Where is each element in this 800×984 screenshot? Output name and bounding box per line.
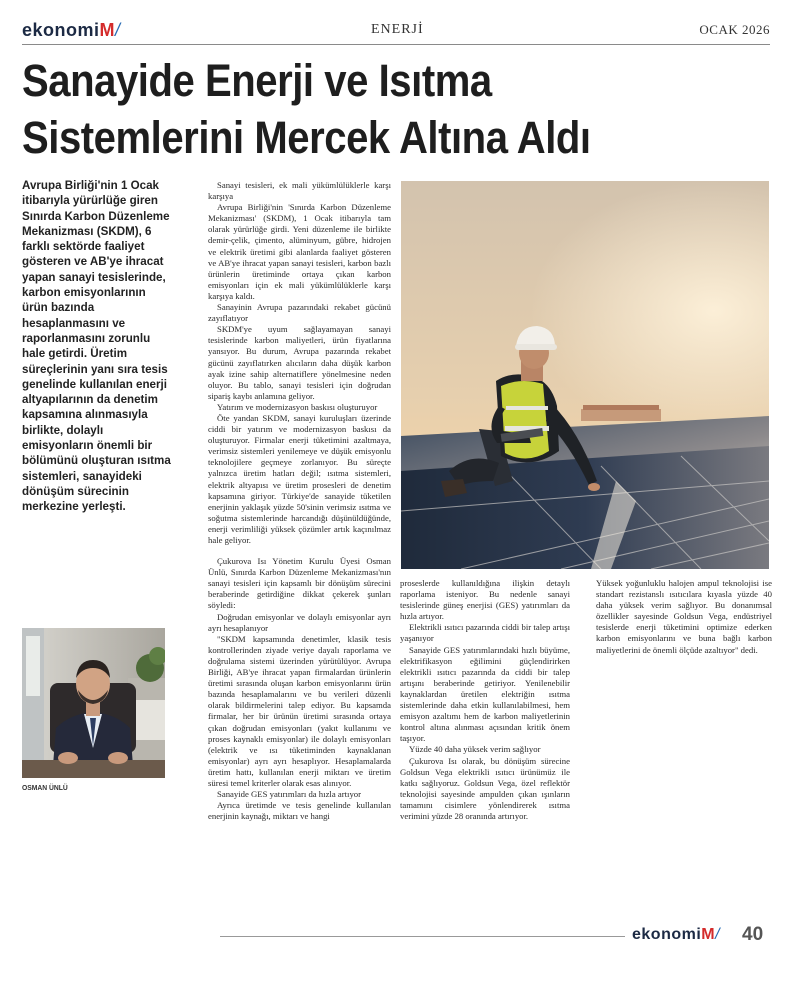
article-column-4	[596, 578, 772, 656]
body-paragraph: Çukurova Isı olarak, bu dönüşüm sürecine Goldsun Vega elektrikli ısıtıcı ürünümüz ile katkı sağlıyoruz. Goldsun Vega, özel reflektör teknolojisi sayesinde ampulden çıkan ışınların tamamını cisimlere yönlendirerek ısıtma verimini yüzde 28 oranında artırıyor.	[400, 755, 570, 821]
header-divider	[22, 44, 770, 45]
footer-logo	[632, 926, 720, 944]
logo-part: ekonomi	[22, 20, 100, 40]
logo-part: ekonomi	[632, 926, 702, 943]
portrait-illustration	[22, 628, 165, 778]
article-column-3	[400, 578, 570, 822]
subheading: Yatırım ve modernizasyon baskısı oluşturuyor	[217, 401, 378, 412]
issue-date: OCAK 2026	[699, 22, 770, 37]
body-paragraph: Öte yandan SKDM, sanayi kuruluşları üzerinde ciddi bir yatırım ve modernizasyon baskısı da oluşturuyor. Firmalar enerji tüketimini azaltmaya, verimsiz sistemleri yenilemeye ve düşük emisyonlu teknolojilere geçmeye zorlanıyor. Bu süreçte yalnızca üretim hatları değil; ısıtma sistemleri, elektrik altyapısı ve üretim prosesleri de denetim kapsamına giriyor. Türkiye'de sanayide tüketilen enerjinin yaklaşık yüzde 50'sinin verimsiz ısıtma ve soğutma sistemlerinde harcandığı düşünüldüğünde, enerji verimliliği yüksek çözümler artık kaçınılmaz hale geliyor.	[208, 412, 391, 545]
body-paragraph: Çukurova Isı Yönetim Kurulu Üyesi Osman Ünlü, Sınırda Karbon Düzenleme Mekanizması'nın sanayi tesisleri için kapsamlı bir dönüşüm sürecini beraberinde getirdiğine dikkat çekerek şunları söyledi:	[208, 556, 391, 611]
magazine-logo	[22, 20, 121, 41]
body-paragraph: Sanayide GES yatırımlarındaki hızlı büyüme, elektrifikasyon eğilimini güçlendirirken elektrikli ısıtıcı pazarında da ciddi bir talep artışını beraberinde getiriyor. Yenilenebilir kaynaklardan üretilen elektriğin ısıtma sistemlerinde daha etkin kullanılabilmesi, hem emisyon azaltımı hem de karbon maliyetlerinin kontrol altına alınması açısından kritik önem taşıyor.	[400, 644, 570, 744]
body-paragraph: proseslerde kullanıldığına ilişkin detaylı raporlama isteniyor. Bu nedenle sanayi tesislerinde güneş enerjisi (GES) yatırımları da hızla artıyor.	[400, 578, 570, 622]
subheading: Sanayi tesisleri, ek mali yükümlülüklerle karşı karşıya	[208, 180, 391, 202]
article-headline: Sanayide Enerji ve Isıtma Sistemlerini Mercek Altına Aldı	[22, 55, 591, 163]
subheading: Sanayinin Avrupa pazarındaki rekabet gücünü zayıflatıyor	[208, 302, 391, 324]
subheading: Yüzde 40 daha yüksek verim sağlıyor	[409, 744, 541, 755]
footer-divider	[220, 936, 625, 937]
body-paragraph: Ayrıca üretimde ve tesis genelinde kullanılan enerjinin kaynağı, miktarı ve hangi	[208, 800, 391, 822]
body-paragraph: SKDM'ye uyum sağlayamayan sanayi tesislerinde karbon maliyetleri, ürün fiyatlarına yansıyor. Bu durum, Avrupa pazarında rekabet gücünü zayıflatırken alıcıların daha düşük karbon ayak izine sahip alternatiflere yönelmesine neden oluyor. Bu tablo, sanayi tesisleri için doğrudan sipariş kaybı anlamına geliyor.	[208, 324, 391, 401]
logo-part: M	[99, 20, 116, 40]
portrait-caption: OSMAN ÜNLÜ	[22, 783, 68, 792]
solar-worker-photo	[401, 181, 769, 569]
portrait-photo	[22, 628, 165, 778]
subheading: Doğrudan emisyonlar ve dolaylı emisyonlar ayrı ayrı hesaplanıyor	[208, 611, 391, 633]
lead-paragraph: Avrupa Birliği'nin 1 Ocak itibarıyla yürürlüğe giren Sınırda Karbon Düzenleme Mekanizması (SKDM), 6 farklı sektörde faaliyet gösteren ve AB'ye ihracat yapan sanayi tesislerinde, karbon emisyonlarının ürün bazında hesaplanmasını ve raporlanmasını zorunlu hale getirdi. Üretim süreçlerinin yanı sıra tesis genelinde kullanılan enerji altyapılarının da denetim kapsamına alınmasıyla birlikte, dolaylı emisyonların önemli bir bölümünü oluşturan ısıtma sistemleri, sanayideki dönüşüm sürecinin merkezine yerleşti.	[22, 179, 171, 514]
quote-paragraph: "SKDM kapsamında denetimler, klasik tesis kontrollerinden ziyade veriye dayalı raporlama ve doğrulama sistemi üzerinden yürütülüyor. Avrupa Birliği, AB'ye ihracat yapan firmalardan ürünlerin üretimi sırasında oluşan karbon emisyonlarını ürün bazında hesaplamalarını ve bu verileri düzenli olarak bildirmelerini talep ediyor. Bu kapsamda firmalar, her bir ürünün üretimi sırasında ortaya çıkan doğrudan emisyonları (yakıt kullanımı ve proses kaynaklı emisyonlar) ile dolaylı emisyonları (elektrik ve ısı tüketiminden kaynaklanan emisyonlar) ayrı ayrı hesaplıyor. Hesaplamalarda üretim hattı, kullanılan enerji miktarı ve üretim süresi temel kriterler olarak esas alınıyor.	[208, 633, 391, 788]
logo-part: M	[701, 926, 716, 943]
article-column-2	[208, 180, 391, 822]
section-label: ENERJİ	[371, 22, 424, 37]
subheading: Elektrikli ısıtıcı pazarında ciddi bir talep artışı yaşanıyor	[400, 622, 570, 644]
logo-part: /	[115, 20, 121, 40]
logo-part: /	[715, 926, 721, 943]
body-paragraph: Yüksek yoğunluklu halojen ampul teknolojisi ise standart rezistanslı ısıtıcılara kıyasla yüzde 40 daha yüksek verim sağlıyor. Bu donanımsal özellikler sayesinde Goldsun Vega, endüstriyel tesislerde enerji tüketimini optimize ederken karbon emisyonlarını ve buna bağlı karbon maliyetlerini de önemli ölçüde azaltıyor" dedi.	[596, 578, 772, 655]
page-number: 40	[742, 924, 764, 945]
body-paragraph: Avrupa Birliği'nin 'Sınırda Karbon Düzenleme Mekanizması' (SKDM), 1 Ocak itibarıyla tam olarak yürürlüğe girdi. Yeni düzenleme ile birlikte demir-çelik, çimento, alüminyum, gübre, hidrojen ve elektrik üretimi gibi alanlarda faaliyet gösteren ve AB'ye ihracat yapan sanayi tesisleri, karbon bazlı ürünlerin üretiminde ortaya çıkan karbon emisyonları için ek mali yükümlülüklerle karşı karşıya kaldı.	[208, 202, 391, 301]
subheading: Sanayide GES yatırımları da hızla artıyor	[217, 789, 362, 800]
solar-panel-illustration	[401, 181, 769, 569]
